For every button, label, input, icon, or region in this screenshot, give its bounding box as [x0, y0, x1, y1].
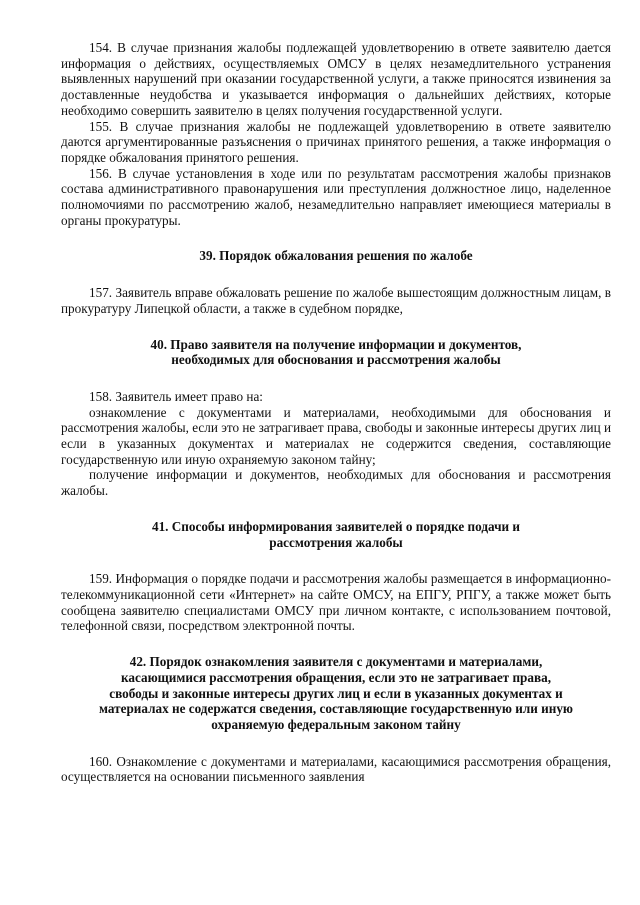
heading-42-line-2: касающимися рассмотрения обращения, если это не затрагивает права, — [120, 669, 551, 685]
paragraph-159: 159. Информация о порядке подачи и рассмотрения жалобы размещается в информационно-телекоммуникационной сети «Интернет» на сайте ОМСУ, на ЕПГУ, РПГУ, а также может быть сообщена заявителю специалистами ОМСУ при личном контакте, с использованием почтовой, телефонной связи, посредством электронной почты. — [61, 571, 611, 634]
paragraph-154: 154. В случае признания жалобы подлежащей удовлетворению в ответе заявителю дается информация о действиях, осуществляемых ОМСУ в целях незамедлительного устранения выявленных нарушений при оказании государственной услуги, а также приносятся извинения за доставленные неудобства и указывается информация о дальнейших действиях, которые необходимо совершить заявителю в целях получения государственной услуги. — [61, 40, 611, 118]
heading-42-line-4: материалах не содержатся сведения, составляющие государственную или иную — [98, 701, 573, 717]
heading-39: 39. Порядок обжалования решения по жалобе — [199, 248, 473, 264]
heading-41-line-2: рассмотрения жалобы — [269, 534, 403, 550]
heading-40-line-1: 40. Право заявителя на получение информации и документов, — [150, 336, 522, 352]
paragraph-158: 158. Заявитель имеет право на: — [89, 388, 263, 404]
paragraph-158-item-2: получение информации и документов, необходимых для обоснования и рассмотрения жалобы. — [61, 467, 611, 499]
heading-42-line-1: 42. Порядок ознакомления заявителя с документами и материалами, — [129, 654, 543, 670]
paragraph-157: 157. Заявитель вправе обжаловать решение по жалобе вышестоящим должностным лицам, в прокуратуру Липецкой области, а также в судебном порядке, — [61, 285, 611, 316]
heading-41-line-1: 41. Способы информирования заявителей о порядке подачи и — [151, 518, 521, 534]
paragraph-156: 156. В случае установления в ходе или по результатам рассмотрения жалобы признаков состава административного правонарушения или преступления должностное лицо, наделенное полномочиями по рассмотрению жалоб, незамедлительно направляет имеющиеся материалы в органы прокуратуры. — [61, 165, 611, 228]
document-page — [61, 40, 611, 785]
paragraph-155: 155. В случае признания жалобы не подлежащей удовлетворению в ответе заявителю даются аргументированные разъяснения о причинах принятого решения, а также информация о порядке обжалования принятого решения. — [61, 118, 611, 165]
heading-40 — [61, 337, 611, 368]
heading-42-line-3: свободы и законные интересы других лиц и если в указанных документах и — [109, 685, 563, 701]
paragraph-160: 160. Ознакомление с документами и материалами, касающимися рассмотрения обращения, осуществляется на основании письменного заявления — [61, 753, 611, 785]
heading-41 — [61, 519, 611, 550]
heading-42-line-5: охраняемую федеральным законом тайну — [211, 716, 461, 732]
heading-40-line-2: необходимых для обоснования и рассмотрения жалобы — [171, 352, 501, 368]
heading-42 — [61, 654, 611, 733]
paragraph-158-item-1: ознакомление с документами и материалами, необходимыми для обоснования и рассмотрения жалобы, если это не затрагивает права, свободы и законные интересы других лиц и если в указанных документах и материалах не содержится сведения, составляющие государственную или иную охраняемую законом тайну; — [61, 404, 611, 467]
